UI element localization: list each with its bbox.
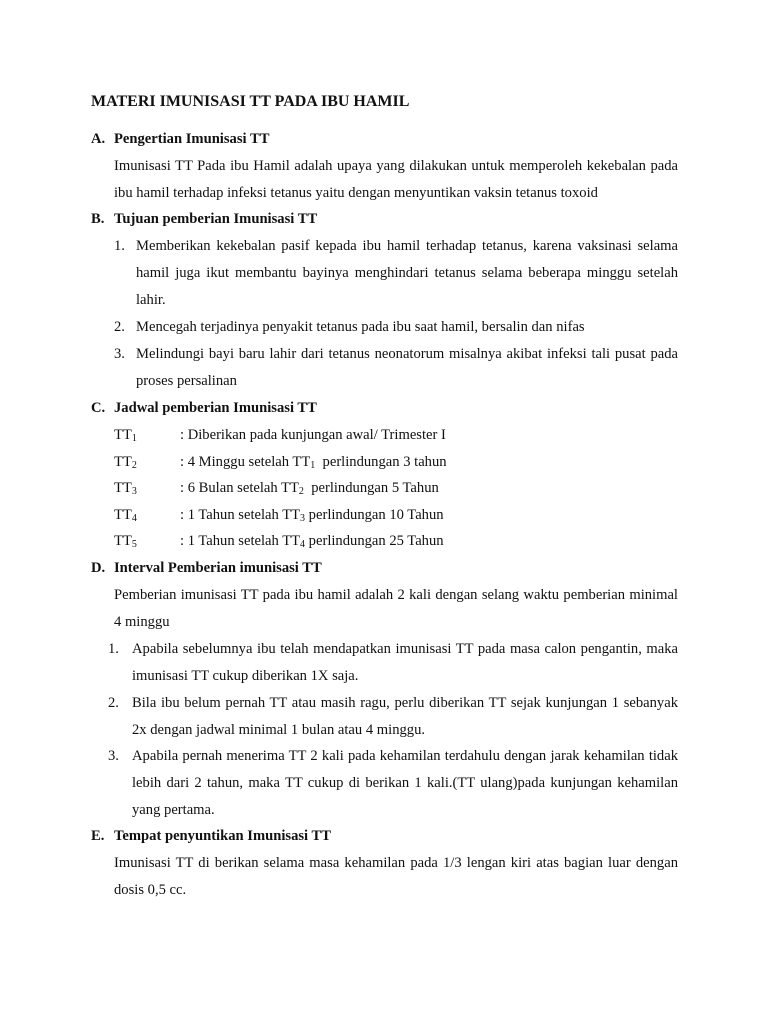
desc-tail: perlindungan 25 Tahun: [305, 533, 444, 549]
desc-tail: perlindungan 5 Tahun: [303, 480, 439, 496]
desc-tail: perlindungan 10 Tahun: [305, 507, 444, 523]
dose-subscript: 1: [131, 433, 137, 444]
section-a-heading: [91, 131, 269, 148]
section-c-heading: [91, 400, 317, 417]
schedule-dose: [114, 454, 137, 471]
ref-subscript: 4: [300, 539, 306, 550]
dose-label: TT: [114, 427, 132, 443]
section-b-title: Tujuan pemberian Imunisasi TT: [114, 211, 318, 227]
dose-label: TT: [114, 533, 132, 549]
dose-subscript: 3: [131, 486, 137, 497]
document-title: MATERI IMUNISASI TT PADA IBU HAMIL: [91, 93, 410, 110]
desc-text: : 6 Bulan setelah TT: [180, 480, 299, 496]
ref-subscript: 2: [298, 486, 304, 497]
section-b-heading: [91, 211, 317, 228]
list-number: 3.: [114, 346, 125, 362]
schedule-desc: [180, 427, 446, 444]
section-d-letter: D.: [91, 560, 106, 576]
list-text: Apabila sebelumnya ibu telah mendapatkan imunisasi TT pada masa calon pengantin, maka imunisasi TT cukup diberikan 1X saja.: [132, 641, 678, 684]
list-number: 2.: [114, 319, 125, 335]
section-c-title: Jadwal pemberian Imunisasi TT: [114, 400, 317, 416]
section-a-letter: A.: [91, 131, 106, 147]
schedule-desc: [180, 454, 447, 471]
list-item: [108, 743, 678, 824]
list-text: Mencegah terjadinya penyakit tetanus pada ibu saat hamil, bersalin dan nifas: [136, 319, 585, 335]
dose-subscript: 2: [131, 460, 137, 471]
list-number: 1.: [114, 238, 125, 254]
section-e-title: Tempat penyuntikan Imunisasi TT: [114, 828, 331, 844]
dose-subscript: 4: [131, 513, 137, 524]
list-text: Memberikan kekebalan pasif kepada ibu hamil terhadap tetanus, karena vaksinasi selama hamil juga ikut membantu bayinya menghindari tetanus selama beberapa minggu setelah lahir.: [136, 238, 678, 308]
section-e-heading: [91, 828, 331, 845]
desc-text: : 1 Tahun setelah TT: [180, 507, 301, 523]
schedule-dose: [114, 533, 137, 550]
list-item: [114, 233, 678, 314]
schedule-dose: [114, 480, 137, 497]
schedule-dose: [114, 427, 137, 444]
desc-tail: perlindungan 3 tahun: [315, 454, 447, 470]
list-text: Melindungi bayi baru lahir dari tetanus neonatorum misalnya akibat infeksi tali pusat pada proses persalinan: [136, 346, 678, 389]
desc-text: : 4 Minggu setelah TT: [180, 454, 311, 470]
list-item: [108, 636, 678, 690]
section-d-paragraph: Pemberian imunisasi TT pada ibu hamil adalah 2 kali dengan selang waktu pemberian minimal 4 minggu: [114, 587, 678, 630]
list-item: [114, 314, 678, 341]
list-number: 1.: [108, 641, 119, 657]
schedule-desc: [180, 507, 444, 524]
list-text: Apabila pernah menerima TT 2 kali pada kehamilan terdahulu dengan jarak kehamilan tidak lebih dari 2 tahun, maka TT cukup di berikan 1 kali.(TT ulang)pada kunjungan kehamilan yang pertama.: [132, 748, 678, 818]
schedule-desc: [180, 533, 444, 550]
list-item: [114, 341, 678, 395]
desc-text: : Diberikan pada kunjungan awal/ Trimester I: [180, 427, 446, 443]
section-d-heading: [91, 560, 322, 577]
dose-label: TT: [114, 480, 132, 496]
desc-text: : 1 Tahun setelah TT: [180, 533, 301, 549]
section-e-paragraph: Imunisasi TT di berikan selama masa kehamilan pada 1/3 lengan kiri atas bagian luar dengan dosis 0,5 cc.: [114, 855, 678, 898]
dose-label: TT: [114, 507, 132, 523]
list-item: [108, 690, 678, 744]
ref-subscript: 1: [310, 460, 316, 471]
list-text: Bila ibu belum pernah TT atau masih ragu, perlu diberikan TT sejak kunjungan 1 sebanyak 2x dengan jadwal minimal 1 bulan atau 4 minggu.: [132, 695, 678, 738]
list-number: 2.: [108, 695, 119, 711]
section-b-letter: B.: [91, 211, 105, 227]
section-e-letter: E.: [91, 828, 105, 844]
section-a-title: Pengertian Imunisasi TT: [114, 131, 270, 147]
ref-subscript: 3: [300, 513, 306, 524]
list-number: 3.: [108, 748, 119, 764]
schedule-desc: [180, 480, 439, 497]
dose-subscript: 5: [131, 539, 137, 550]
section-a-paragraph: Imunisasi TT Pada ibu Hamil adalah upaya yang dilakukan untuk memperoleh kekebalan pada ibu hamil terhadap infeksi tetanus yaitu dengan menyuntikan vaksin tetanus toxoid: [114, 158, 678, 201]
section-c-letter: C.: [91, 400, 106, 416]
section-d-title: Interval Pemberian imunisasi TT: [114, 560, 322, 576]
dose-label: TT: [114, 454, 132, 470]
schedule-dose: [114, 507, 137, 524]
